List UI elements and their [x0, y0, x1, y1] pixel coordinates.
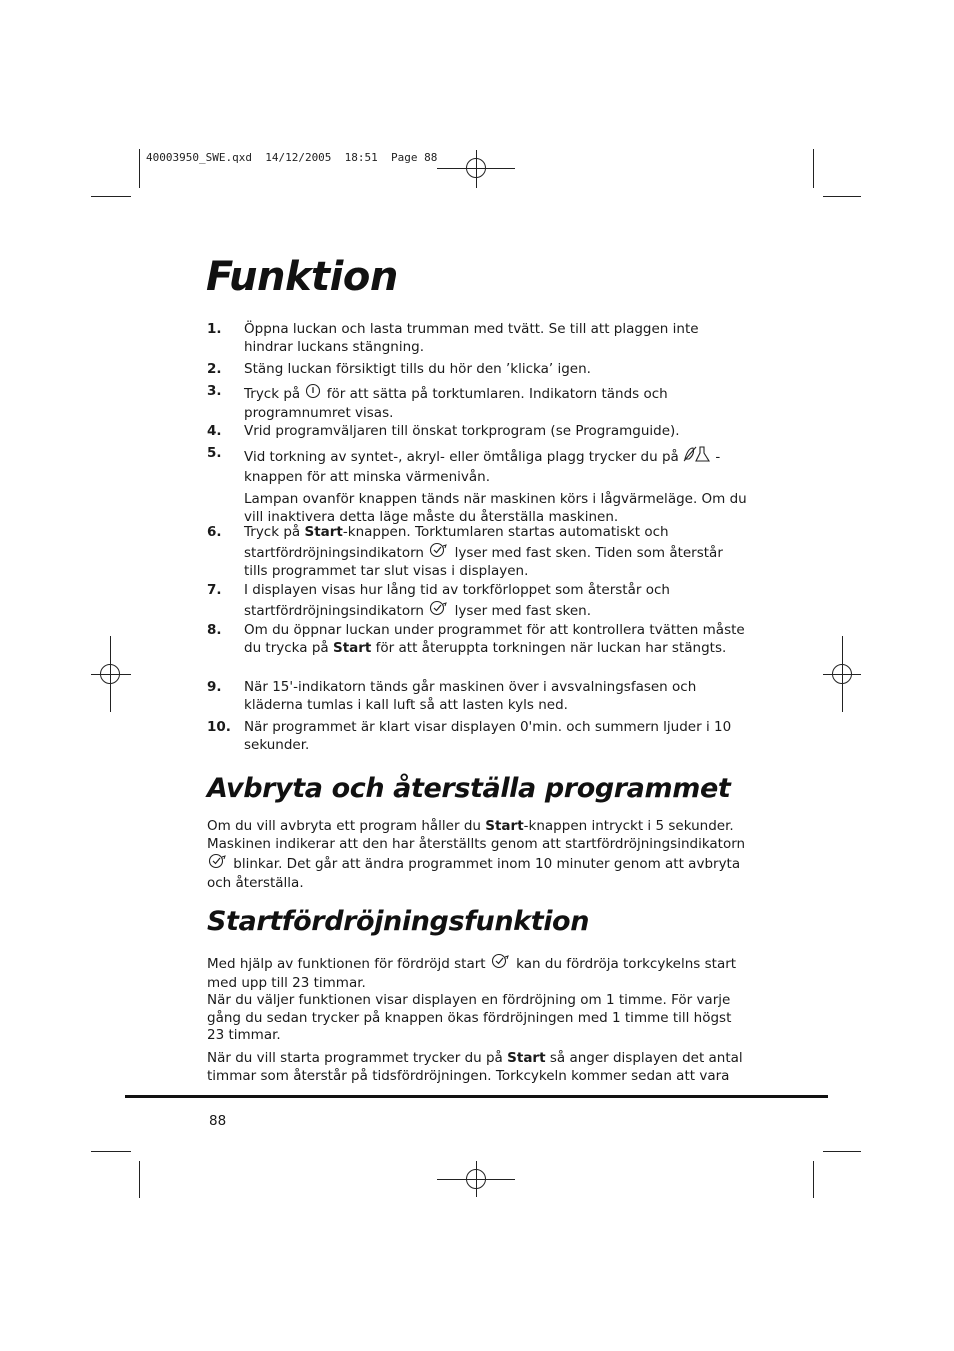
step-number: 7. — [207, 582, 222, 598]
start-label: Start — [332, 639, 372, 656]
step-number: 10. — [207, 719, 231, 735]
page-title: Funktion — [206, 254, 398, 300]
step-7 — [207, 582, 747, 621]
step-number: 2. — [207, 361, 222, 377]
low-heat-icon — [683, 445, 711, 469]
start-label: Start — [485, 818, 524, 834]
step-text: Stäng luckan försiktigt tills du hör den ’klicka’ igen. — [244, 361, 591, 377]
step-text: Tryck på — [244, 385, 301, 402]
step-number: 6. — [207, 524, 222, 540]
step-text: - knappen för att minska värmenivån. — [244, 448, 721, 485]
delay-start-icon — [207, 853, 229, 875]
crop-mark — [823, 196, 861, 197]
step-number: 5. — [207, 445, 222, 461]
step-text: för att återuppta torkningen när luckan har stängts. — [375, 639, 727, 656]
step-4 — [207, 423, 747, 441]
step-text: lyser med fast sken. — [454, 602, 591, 619]
paragraph-text: kan du fördröja torkcykelns start med upp till 23 timmar. — [207, 955, 737, 991]
crop-mark — [139, 1161, 140, 1198]
crop-mark — [139, 149, 140, 188]
step-text: för att sätta på torktumlaren. Indikatorn tänds och programnumret visas. — [244, 385, 668, 421]
step-number: 3. — [207, 383, 222, 399]
step-text: lyser med fast sken. Tiden som återstår tills programmet tar slut visas i displayen. — [244, 544, 723, 579]
step-6 — [207, 524, 747, 581]
paragraph-text: så anger displayen det antal timmar som återstår på tidsfördröjningen. Torkcykeln kommer sedan att vara — [207, 1050, 743, 1084]
delay-start-icon — [428, 600, 450, 622]
step-9 — [207, 679, 747, 714]
reset-paragraph — [207, 818, 747, 892]
delay-start-icon — [490, 953, 512, 975]
step-text: Vid torkning av syntet-, akryl- eller ömtåliga plagg trycker du på — [244, 448, 679, 465]
step-2 — [207, 361, 747, 379]
step-text: -knappen. Torktumlaren startas automatiskt och startfördröjningsindikatorn — [244, 524, 669, 561]
paragraph-text: När du vill starta programmet trycker du på — [207, 1050, 503, 1066]
crop-mark — [91, 1151, 131, 1152]
crop-mark — [823, 1151, 861, 1152]
step-5 — [207, 445, 747, 526]
step-10 — [207, 719, 747, 754]
crop-mark — [813, 149, 814, 188]
power-icon — [304, 383, 322, 405]
start-label: Start — [304, 524, 343, 540]
step-8 — [207, 622, 747, 657]
start-label: Start — [507, 1050, 546, 1066]
delay-paragraph-3 — [207, 1050, 747, 1085]
step-text: I displayen visas hur lång tid av torkförloppet som återstår och startfördröjningsindikatorn — [244, 582, 670, 619]
step-number: 4. — [207, 423, 222, 439]
paragraph-text: blinkar. Det går att ändra programmet inom 10 minuter genom att avbryta och återställa. — [207, 855, 741, 891]
step-text: Vrid programväljaren till önskat torkprogram (se Programguide). — [244, 423, 680, 439]
step-text: Tryck på — [244, 524, 301, 540]
section-heading-reset: Avbryta och återställa programmet — [207, 773, 731, 804]
step-number: 8. — [207, 622, 222, 638]
footer-rule — [125, 1095, 828, 1098]
print-slug: 40003950_SWE.qxd 14/12/2005 18:51 Page 88 — [146, 151, 438, 164]
step-1 — [207, 321, 747, 356]
page-number: 88 — [209, 1113, 227, 1129]
step-number: 1. — [207, 321, 222, 337]
step-text: När programmet är klart visar displayen 0'min. och summern ljuder i 10 sekunder. — [244, 719, 732, 753]
paragraph-text: -knappen intryckt i 5 sekunder. Maskinen indikerar att den har återställts genom att startfördröjningsindikatorn — [207, 818, 746, 852]
step-text: När 15'-indikatorn tänds går maskinen över i avsvalningsfasen och kläderna tumlas i kall luft så att lasten kyls ned. — [244, 679, 697, 713]
delay-paragraph-1 — [207, 953, 747, 992]
crop-mark — [813, 1161, 814, 1198]
step-text: Öppna luckan och lasta trumman med tvätt. Se till att plaggen inte hindrar luckans stängning. — [244, 321, 699, 355]
crop-mark — [91, 196, 131, 197]
step-text: Om du öppnar luckan under programmet för att kontrollera tvätten måste du trycka på — [244, 622, 745, 656]
step-3 — [207, 383, 747, 422]
delay-start-icon — [428, 542, 450, 564]
section-heading-delay: Startfördröjningsfunktion — [207, 906, 590, 937]
paragraph-text: Med hjälp av funktionen för fördröjd start — [207, 955, 486, 972]
step-note: Lampan ovanför knappen tänds när maskinen körs i lågvärmeläge. Om du vill inaktivera detta läge måste du återställa maskinen. — [244, 491, 747, 525]
paragraph-text: Om du vill avbryta ett program håller du — [207, 818, 481, 834]
step-number: 9. — [207, 679, 222, 695]
delay-paragraph-2: När du väljer funktionen visar displayen en fördröjning om 1 timme. För varje gång du sedan trycker på knappen ökas fördröjningen med 1 timme till högst 23 timmar. — [207, 992, 732, 1043]
